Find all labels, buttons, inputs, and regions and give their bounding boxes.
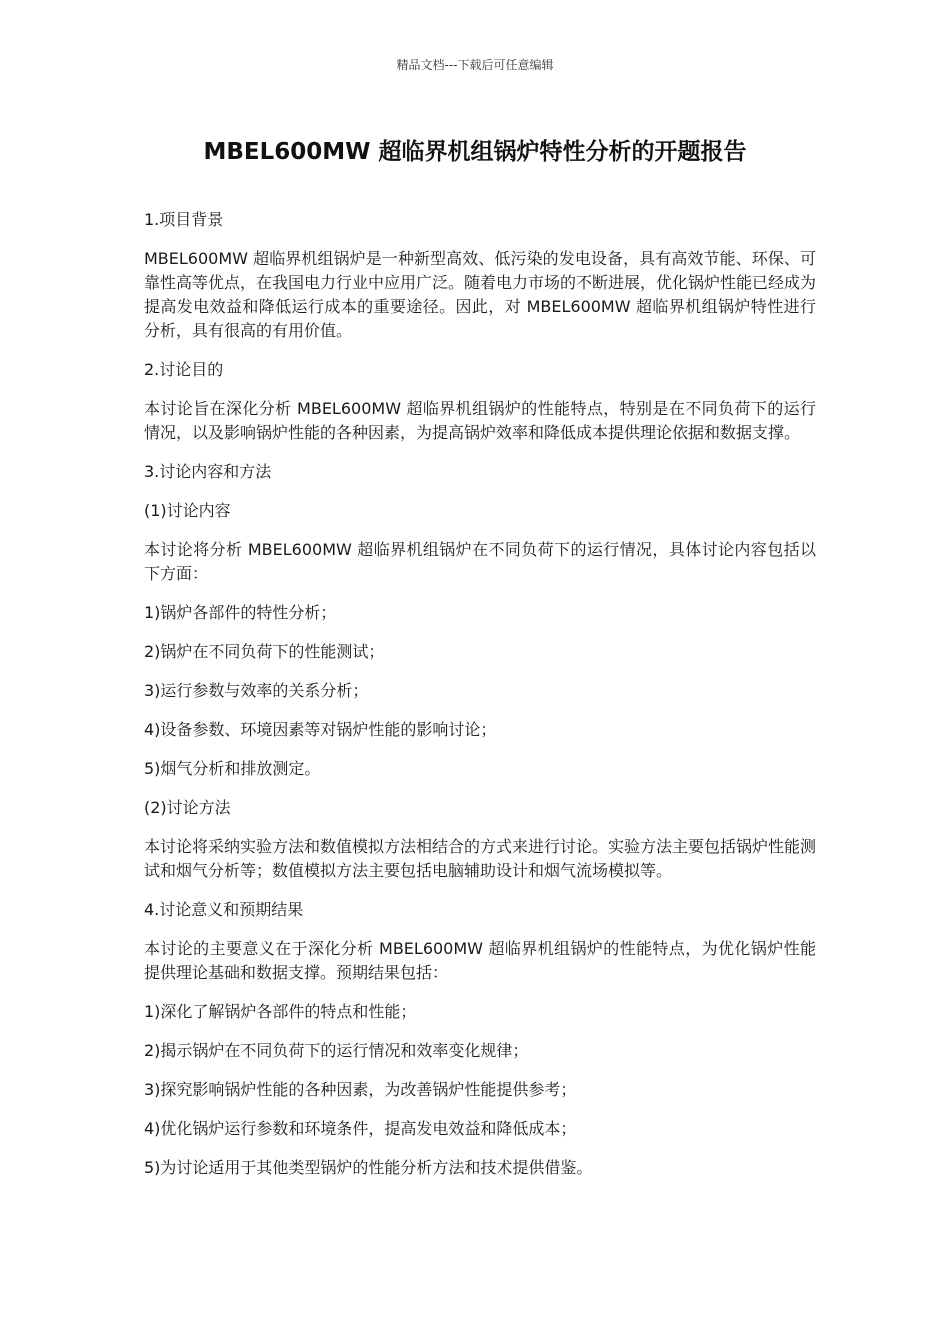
header-note: 精品文档---下载后可任意编辑 xyxy=(396,58,554,72)
paragraph-method: 本讨论将采纳实验方法和数值模拟方法相结合的方式来进行讨论。实验方法主要包括锅炉性能测试和烟气分析等；数值模拟方法主要包括电脑辅助设计和烟气流场模拟等。 xyxy=(144,837,817,880)
list-item: 4)优化锅炉运行参数和环境条件，提高发电效益和降低成本； xyxy=(144,1119,577,1138)
list-item: 2)揭示锅炉在不同负荷下的运行情况和效率变化规律； xyxy=(144,1041,529,1060)
section-heading-purpose: 2.讨论目的 xyxy=(144,360,224,379)
paragraph-purpose: 本讨论旨在深化分析 MBEL600MW 超临界机组锅炉的性能特点，特别是在不同负荷下的运行情况，以及影响锅炉性能的各种因素，为提高锅炉效率和降低成本提供理论依据和数据支撑。 xyxy=(144,399,816,442)
list-item: 3)运行参数与效率的关系分析； xyxy=(144,681,369,700)
list-item: 5)烟气分析和排放测定。 xyxy=(144,759,321,778)
list-item: 4)设备参数、环境因素等对锅炉性能的影响讨论； xyxy=(144,720,497,739)
section-heading-background: 1.项目背景 xyxy=(144,210,224,229)
list-item: 1)深化了解锅炉各部件的特点和性能； xyxy=(144,1002,417,1021)
subsection-heading-content: (1)讨论内容 xyxy=(144,501,231,520)
document-title: MBEL600MW 超临界机组锅炉特性分析的开题报告 xyxy=(203,139,747,165)
list-item: 2)锅炉在不同负荷下的性能测试； xyxy=(144,642,385,661)
list-item: 1)锅炉各部件的特性分析； xyxy=(144,603,337,622)
paragraph-background: MBEL600MW 超临界机组锅炉是一种新型高效、低污染的发电设备，具有高效节能、环保、可靠性高等优点，在我国电力行业中应用广泛。随着电力市场的不断进展，优化锅炉性能已经成为提高发电效益和降低运行成本的重要途径。因此，对 MBEL600MW 超临界机组锅炉特性进行分析，具有很高的有用价值。 xyxy=(144,249,817,340)
paragraph-content-intro: 本讨论将分析 MBEL600MW 超临界机组锅炉在不同负荷下的运行情况，具体讨论内容包括以下方面： xyxy=(144,540,816,583)
subsection-heading-method: (2)讨论方法 xyxy=(144,798,231,817)
section-heading-significance: 4.讨论意义和预期结果 xyxy=(144,900,304,919)
list-item: 3)探究影响锅炉性能的各种因素，为改善锅炉性能提供参考； xyxy=(144,1080,577,1099)
document-body xyxy=(144,208,816,1195)
paragraph-significance-intro: 本讨论的主要意义在于深化分析 MBEL600MW 超临界机组锅炉的性能特点，为优化锅炉性能提供理论基础和数据支撑。预期结果包括： xyxy=(144,939,816,982)
section-heading-content-method: 3.讨论内容和方法 xyxy=(144,462,272,481)
list-item: 5)为讨论适用于其他类型锅炉的性能分析方法和技术提供借鉴。 xyxy=(144,1158,593,1177)
